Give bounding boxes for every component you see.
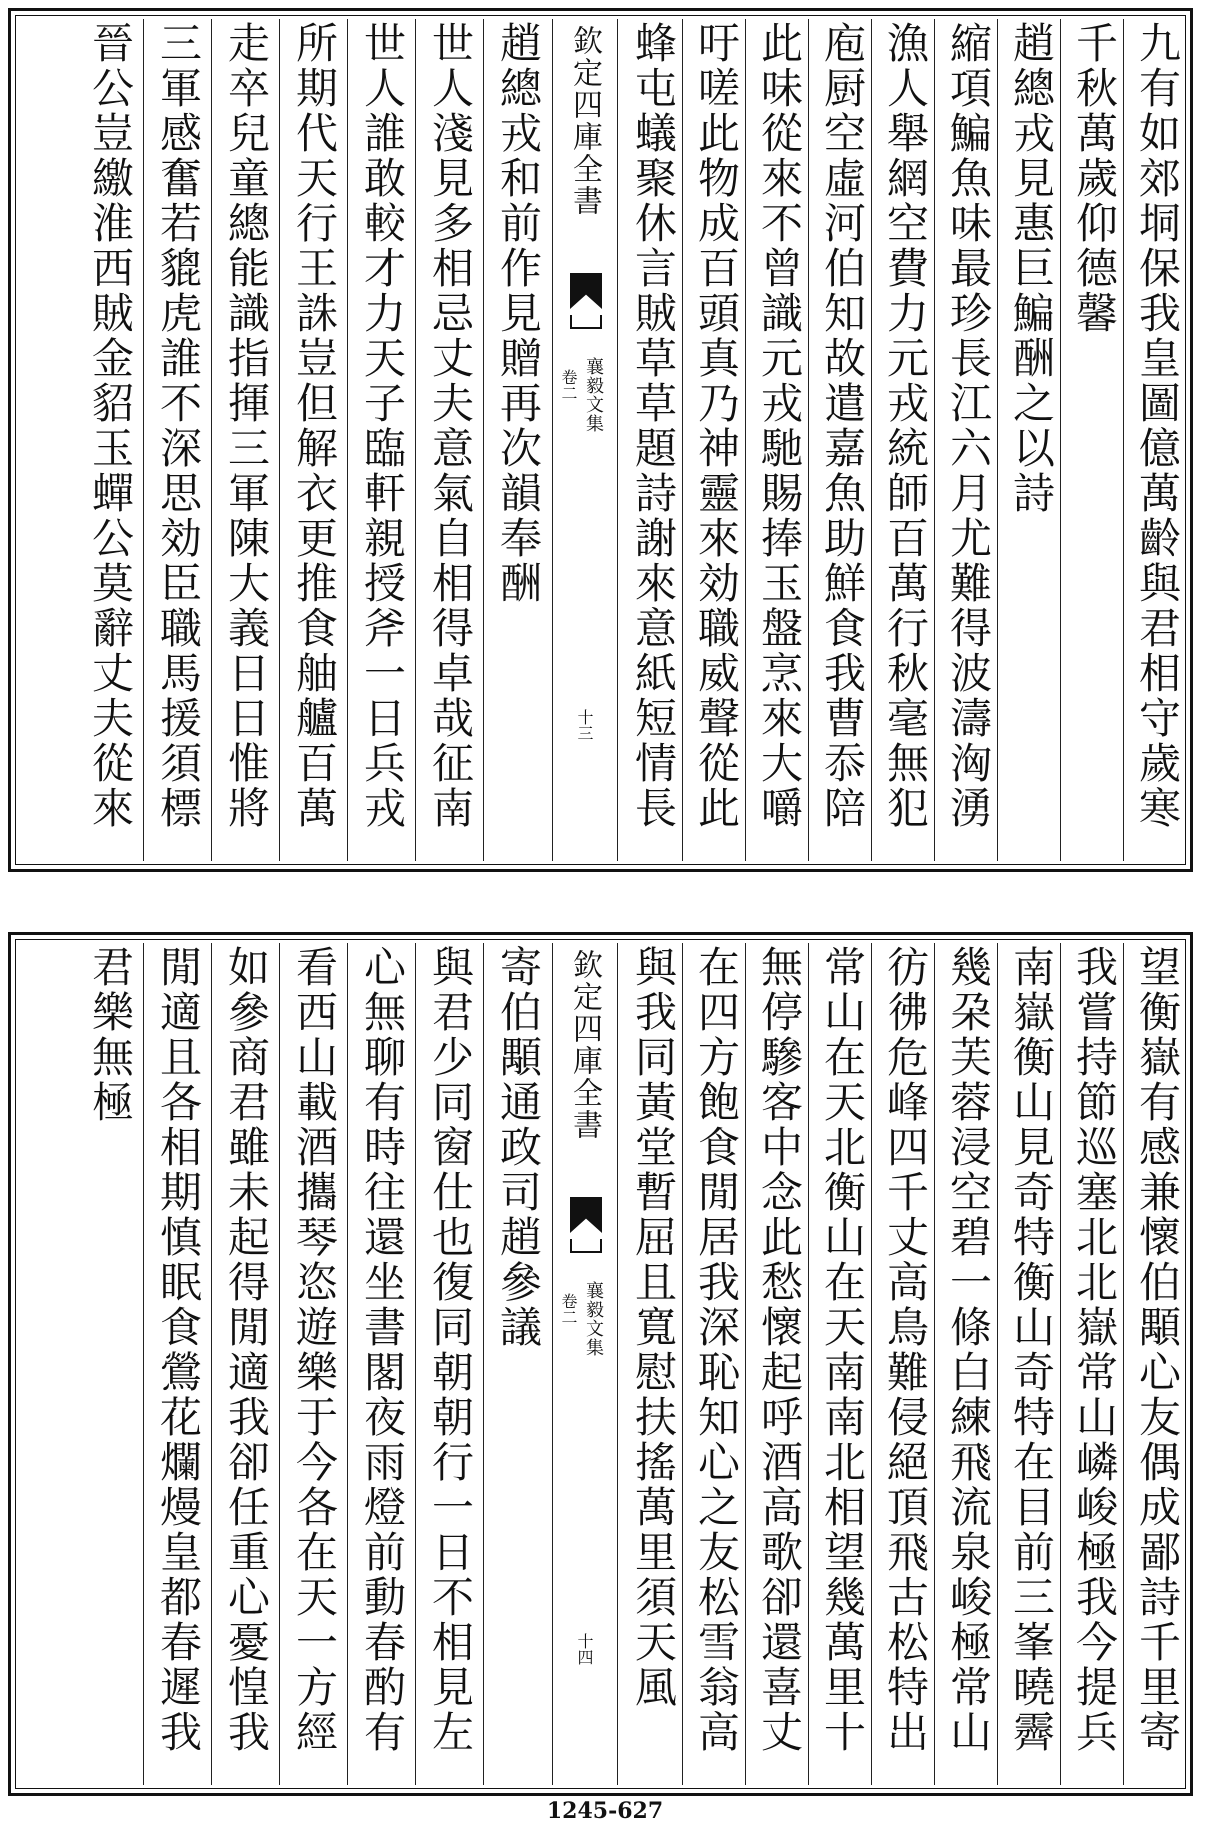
column-rule	[143, 943, 144, 1785]
column-rule	[415, 943, 416, 1785]
text-column: 三軍感奮若貔虎誰不深思効臣職馬援須標	[154, 21, 203, 831]
center-gutter	[556, 943, 616, 1785]
column-rule	[682, 943, 683, 1785]
column-rule	[347, 19, 348, 861]
column-rule	[1060, 943, 1061, 1785]
text-column: 縮項鯿魚味最珍長江六月尤難得波濤洶湧	[944, 21, 993, 831]
poem-title: 趙總戎見惠巨鯿酬之以詩	[1007, 21, 1056, 516]
text-column: 君樂無極	[86, 945, 135, 1125]
half-folio-bottom	[8, 932, 1193, 1796]
column-rule	[279, 19, 280, 861]
column-rule	[143, 19, 144, 861]
column-rule	[997, 19, 998, 861]
text-column: 世人淺見多相忌丈夫意氣自相得卓哉征南	[426, 21, 475, 831]
column-rule	[997, 943, 998, 1785]
column-rule	[682, 19, 683, 861]
text-column: 九有如郊垌保我皇圖億萬齡與君相守歲寒	[1133, 21, 1182, 831]
fish-tail-bracket-icon	[570, 1239, 602, 1253]
text-column: 看西山載酒攜琴恣遊樂于今各在天一方經	[290, 945, 339, 1755]
column-rule	[552, 19, 553, 861]
text-column: 與我同黃堂暫屈且寬慰扶搖萬里須天風	[629, 945, 678, 1710]
column-rule	[934, 943, 935, 1785]
poem-title: 望衡嶽有感兼懷伯顒心友偶成鄙詩千里寄	[1133, 945, 1182, 1755]
volume-label: 卷二	[559, 369, 578, 401]
column-rule	[415, 19, 416, 861]
book-title: 襄毅文集	[583, 1281, 604, 1357]
column-rule	[745, 943, 746, 1785]
column-rule	[1123, 943, 1124, 1785]
text-column: 吁嗟此物成百頭真乃神靈來効職威聲從此	[692, 21, 741, 831]
text-column: 所期代天行王誅豈但解衣更推食舳艫百萬	[290, 21, 339, 831]
column-rule	[808, 943, 809, 1785]
page-number: 十四	[575, 1633, 594, 1665]
column-rule	[745, 19, 746, 861]
text-column: 漁人舉網空費力元戎統師百萬行秋毫無犯	[881, 21, 930, 831]
text-column: 常山在天北衡山在天南南北相望幾萬里十	[818, 945, 867, 1755]
poem-title: 趙總戎和前作見贈再次韻奉酬	[494, 21, 543, 606]
text-column: 在四方飽食閒居我深恥知心之友松雪翁高	[692, 945, 741, 1755]
half-folio-top	[8, 8, 1193, 872]
page-number: 十三	[575, 709, 594, 741]
text-column: 心無聊有時往還坐書閣夜雨燈前動春酌有	[358, 945, 407, 1755]
text-column: 南嶽衡山見奇特衡山奇特在目前三峯曉霽	[1007, 945, 1056, 1755]
fish-tail-mark-icon	[570, 273, 602, 309]
text-column: 庖厨空虛河伯知故遣嘉魚助鮮食我曹忝陪	[818, 21, 867, 831]
fish-tail-bracket-icon	[570, 315, 602, 329]
text-column: 此味從來不曾識元戎馳賜捧玉盤烹來大嚼	[755, 21, 804, 831]
column-rule	[934, 19, 935, 861]
column-rule	[871, 19, 872, 861]
text-column: 與君少同窗仕也復同朝朝行一日不相見左	[426, 945, 475, 1755]
fish-tail-mark-icon	[570, 1197, 602, 1233]
column-rule	[1060, 19, 1061, 861]
column-rule	[808, 19, 809, 861]
column-rule	[211, 943, 212, 1785]
column-rule	[552, 943, 553, 1785]
catalog-number: 1245-627	[546, 1798, 664, 1824]
text-column: 晉公豈繳淮西賊金貂玉蟬公莫辭丈夫從來	[86, 21, 135, 831]
library-title: 欽定四庫全書	[567, 25, 602, 217]
text-column: 千秋萬歲仰德馨	[1070, 21, 1119, 336]
column-rule	[483, 19, 484, 861]
column-rule	[211, 19, 212, 861]
center-gutter	[556, 19, 616, 861]
text-column: 彷彿危峰四千丈高鳥難侵絕頂飛古松特出	[881, 945, 930, 1755]
text-column: 走卒兒童總能識指揮三軍陳大義日日惟將	[222, 21, 271, 831]
poem-title: 寄伯顒通政司趙參議	[494, 945, 543, 1350]
text-column: 世人誰敢較才力天子臨軒親授斧一日兵戎	[358, 21, 407, 831]
library-title: 欽定四庫全書	[567, 949, 602, 1141]
column-rule	[617, 19, 618, 861]
column-rule	[483, 943, 484, 1785]
text-column: 我嘗持節巡塞北北嶽常山嶙峻極我今提兵	[1070, 945, 1119, 1755]
text-column: 如參商君雖未起得閒適我卻任重心憂惶我	[222, 945, 271, 1755]
text-column: 蜂屯蟻聚休言賊草草題詩謝來意紙短情長	[629, 21, 678, 831]
text-column: 無停驂客中念此愁懷起呼酒高歌卻還喜丈	[755, 945, 804, 1755]
column-rule	[871, 943, 872, 1785]
column-rule	[1123, 19, 1124, 861]
text-column: 閒適且各相期慎眠食鶯花爛熳皇都春遲我	[154, 945, 203, 1755]
book-title: 襄毅文集	[583, 357, 604, 433]
text-column: 幾朶芙蓉浸空碧一條白練飛流泉峻極常山	[944, 945, 993, 1755]
column-rule	[347, 943, 348, 1785]
volume-label: 卷二	[559, 1293, 578, 1325]
column-rule	[279, 943, 280, 1785]
column-rule	[617, 943, 618, 1785]
